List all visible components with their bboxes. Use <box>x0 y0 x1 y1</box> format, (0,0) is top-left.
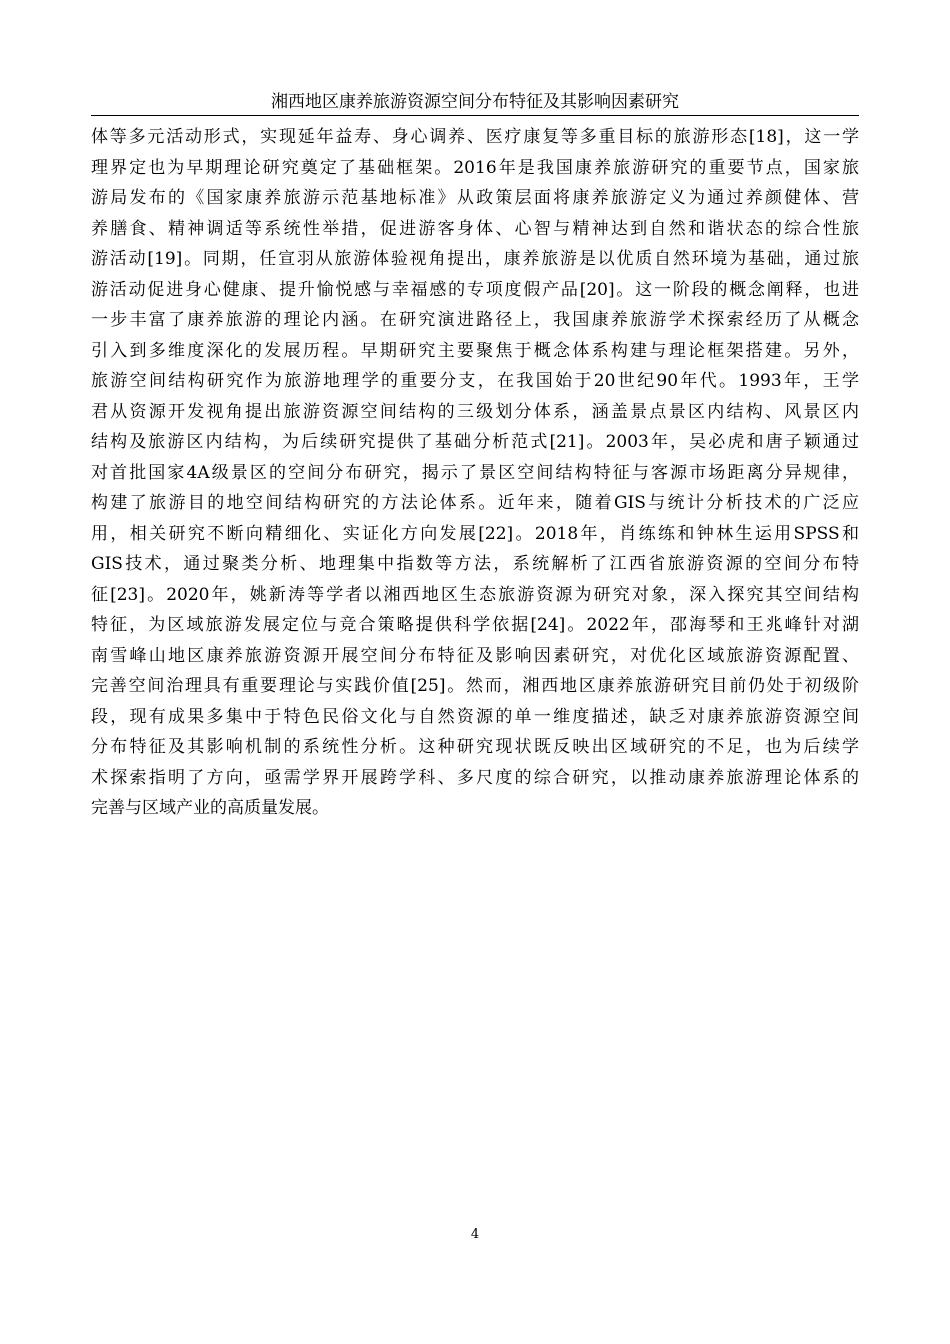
paragraph-line: 用，相关研究不断向精细化、实证化方向发展[22]。2018年，肖练练和钟林生运用SPSS和 <box>91 523 859 544</box>
paragraph-line: GIS技术，通过聚类分析、地理集中指数等方法，系统解析了江西省旅游资源的空间分布特 <box>91 554 859 574</box>
paragraph-line: 分布特征及其影响机制的系统性分析。这种研究现状既反映出区域研究的不足，也为后续学 <box>91 737 859 757</box>
running-header-title: 湘西地区康养旅游资源空间分布特征及其影响因素研究 <box>271 92 679 112</box>
paragraph-line: 对首批国家4A级景区的空间分布研究，揭示了景区空间结构特征与客源市场距离分异规律， <box>91 462 859 483</box>
paragraph-line: 构建了旅游目的地空间结构研究的方法论体系。近年来，随着GIS与统计分析技术的广泛应 <box>91 493 859 513</box>
page-number: 4 <box>470 1227 480 1242</box>
header-rule <box>91 115 859 116</box>
paragraph-line: 特征，为区域旅游发展定位与竞合策略提供科学依据[24]。2022年，邵海琴和王兆峰针对湖 <box>91 615 859 635</box>
paragraph-line: 理界定也为早期理论研究奠定了基础框架。2016年是我国康养旅游研究的重要节点，国家旅 <box>91 157 859 178</box>
paragraph-line: 旅游空间结构研究作为旅游地理学的重要分支，在我国始于20世纪90年代。1993年，王学 <box>91 371 859 391</box>
paragraph-line: 术探索指明了方向，亟需学界开展跨学科、多尺度的综合研究，以推动康养旅游理论体系的 <box>91 767 859 788</box>
paragraph-line: 游局发布的《国家康养旅游示范基地标准》从政策层面将康养旅游定义为通过养颜健体、营 <box>91 188 859 208</box>
paragraph-line: 段，现有成果多集中于特色民俗文化与自然资源的单一维度描述，缺乏对康养旅游资源空间 <box>91 706 859 727</box>
paragraph-line: 完善空间治理具有重要理论与实践价值[25]。然而，湘西地区康养旅游研究目前仍处于初级阶 <box>91 676 859 696</box>
paragraph-line: 完善与区域产业的高质量发展。 <box>91 798 329 818</box>
paragraph-line: 体等多元活动形式，实现延年益寿、身心调养、医疗康复等多重目标的旅游形态[18]，这一学 <box>91 127 859 147</box>
paragraph-line: 一步丰富了康养旅游的理论内涵。在研究演进路径上，我国康养旅游学术探索经历了从概念 <box>91 310 859 330</box>
body-paragraph <box>91 122 859 824</box>
paragraph-line: 结构及旅游区内结构，为后续研究提供了基础分析范式[21]。2003年，吴必虎和唐子颖通过 <box>91 432 859 452</box>
paragraph-line: 征[23]。2020年，姚新涛等学者以湘西地区生态旅游资源为研究对象，深入探究其空间结构 <box>91 584 859 605</box>
paragraph-line: 南雪峰山地区康养旅游资源开展空间分布特征及影响因素研究，对优化区域旅游资源配置、 <box>91 645 859 666</box>
paragraph-line: 游活动[19]。同期，任宣羽从旅游体验视角提出，康养旅游是以优质自然环境为基础，通过旅 <box>91 249 859 269</box>
paragraph-line: 游活动促进身心健康、提升愉悦感与幸福感的专项度假产品[20]。这一阶段的概念阐释，也进 <box>91 279 859 300</box>
paragraph-line: 君从资源开发视角提出旅游资源空间结构的三级划分体系，涵盖景点景区内结构、风景区内 <box>91 401 859 422</box>
paragraph-line: 养膳食、精神调适等系统性举措，促进游客身体、心智与精神达到自然和谐状态的综合性旅 <box>91 218 859 239</box>
paragraph-line: 引入到多维度深化的发展历程。早期研究主要聚焦于概念体系构建与理论框架搭建。另外， <box>91 340 859 361</box>
